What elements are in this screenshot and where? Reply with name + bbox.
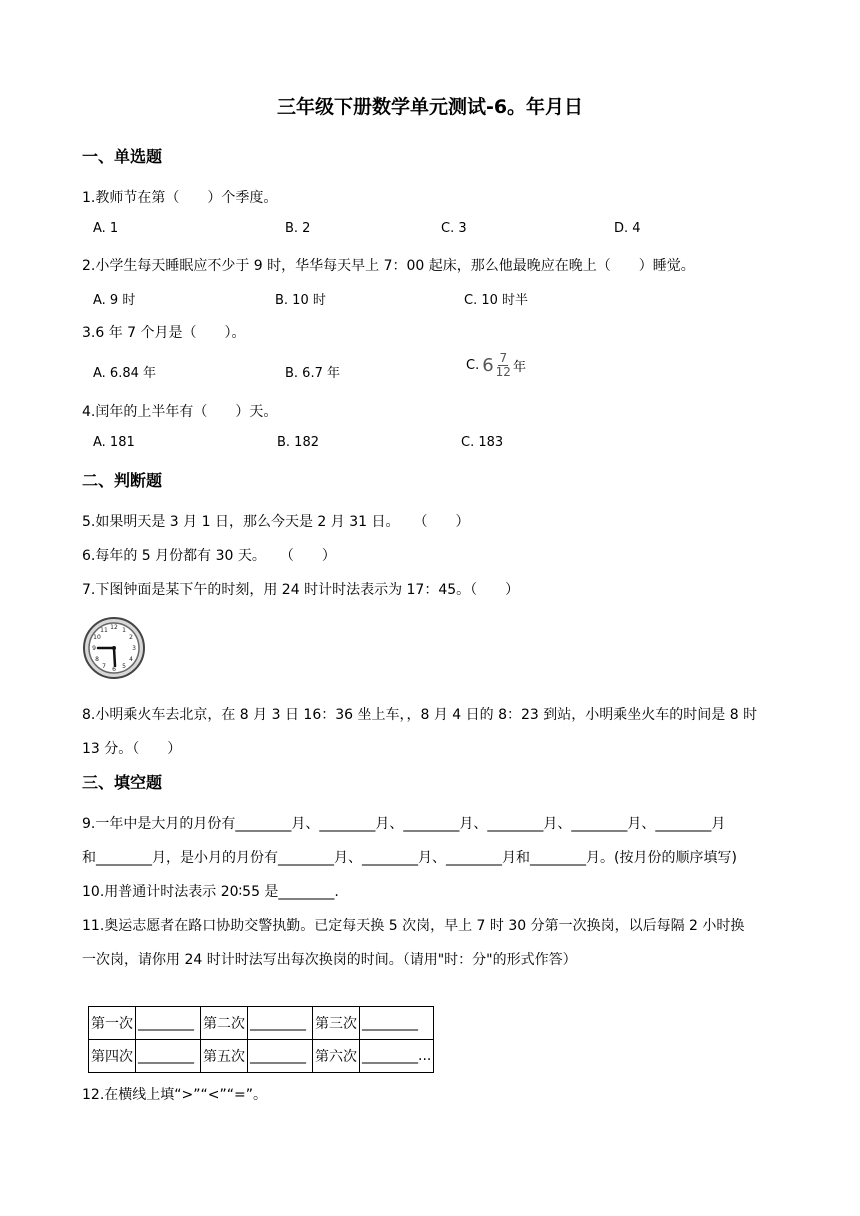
page-title: 三年级下册数学单元测试-6。年月日 [276,96,584,118]
question-8-line-1: 8.小明乘火车去北京，在 8 月 3 日 16：36 坐上车，，8 月 4 日的 8：23 到站，小明乘坐火车的时间是 8 时 [82,707,758,723]
table-row [89,1007,434,1040]
table-cell: 第五次 [201,1040,248,1073]
q2-option-a: A. 9 时 [93,293,136,308]
clock-icon [82,616,146,680]
question-1: 1.教师节在第（ ）个季度。 [82,190,278,206]
table-row [89,1040,434,1073]
q4-option-c: C. 183 [461,435,504,450]
question-11-line-1: 11.奥运志愿者在路口协助交警执勤。已定每天换 5 次岗，早上 7 时 30 分第一次换岗，以后每隔 2 小时换 [82,918,745,934]
table-cell: 第六次 [313,1040,360,1073]
question-12: 12.在横线上填“>”“<”“=”。 [82,1087,267,1103]
answer-blank[interactable]: ________... [360,1040,434,1073]
question-4: 4.闰年的上半年有（ ）天。 [82,404,278,420]
answer-blank[interactable]: ________ [360,1007,434,1040]
svg-text:2: 2 [129,634,133,641]
svg-text:11: 11 [100,627,108,634]
fraction-denominator: 12 [495,365,511,379]
table-cell: 第三次 [313,1007,360,1040]
q3-option-c-unit: 年 [512,360,526,375]
svg-text:7: 7 [102,663,106,670]
svg-text:9: 9 [92,645,96,652]
svg-text:12: 12 [110,624,118,631]
q2-option-b: B. 10 时 [275,293,326,308]
svg-text:6: 6 [112,666,116,673]
q3-option-c-fraction [496,352,511,379]
question-5: 5.如果明天是 3 月 1 日，那么今天是 2 月 31 日。 （ ） [82,514,470,530]
q2-option-c: C. 10 时半 [464,293,529,308]
svg-text:8: 8 [95,656,99,663]
answer-blank[interactable]: ________ [136,1040,201,1073]
answer-blank[interactable]: ________ [136,1007,201,1040]
q1-option-b: B. 2 [285,221,311,236]
question-7: 7.下图钟面是某下午的时刻，用 24 时计时法表示为 17：45。（ ） [82,582,520,598]
q3-option-a: A. 6.84 年 [93,366,157,381]
q3-option-c-prefix: C. [466,358,480,373]
section-heading-fill-blank: 三、填空题 [82,773,163,792]
table-cell: 第一次 [89,1007,136,1040]
svg-text:1: 1 [122,627,126,634]
question-11-line-2: 一次岗，请你用 24 时计时法写出每次换岗的时间。（请用"时：分"的形式作答） [82,952,577,968]
q3-option-c-whole: 6 [482,355,494,376]
table-cell: 第四次 [89,1040,136,1073]
question-10: 10.用普通计时法表示 20∶55 是________. [82,884,339,900]
section-heading-true-false: 二、判断题 [82,471,163,490]
svg-text:10: 10 [93,634,101,641]
svg-text:4: 4 [129,656,133,663]
svg-text:3: 3 [132,645,136,652]
section-heading-single-choice: 一、单选题 [82,147,163,166]
q4-option-a: A. 181 [93,435,135,450]
question-6: 6.每年的 5 月份都有 30 天。 （ ） [82,548,336,564]
q1-option-c: C. 3 [441,221,467,236]
fraction-numerator: 7 [499,351,508,365]
svg-text:5: 5 [122,663,126,670]
question-9-line-2: 和________月，是小月的月份有________月、________月、________月和________月。(按月份的顺序填写) [82,850,737,866]
shift-time-table [88,1006,434,1073]
q3-option-b: B. 6.7 年 [285,366,340,381]
q4-option-b: B. 182 [277,435,319,450]
q1-option-a: A. 1 [93,221,119,236]
q3-option-c [466,352,526,379]
question-9-line-1: 9.一年中是大月的月份有________月、________月、________月、________月、________月、________月 [82,816,726,832]
table-cell: 第二次 [201,1007,248,1040]
question-8-line-2: 13 分。（ ） [82,741,182,757]
answer-blank[interactable]: ________ [248,1040,313,1073]
q1-option-d: D. 4 [614,221,641,236]
question-3: 3.6 年 7 个月是（ ）。 [82,325,246,341]
question-2: 2.小学生每天睡眠应不少于 9 时，华华每天早上 7：00 起床，那么他最晚应在晚上（ ）睡觉。 [82,258,695,274]
answer-blank[interactable]: ________ [248,1007,313,1040]
